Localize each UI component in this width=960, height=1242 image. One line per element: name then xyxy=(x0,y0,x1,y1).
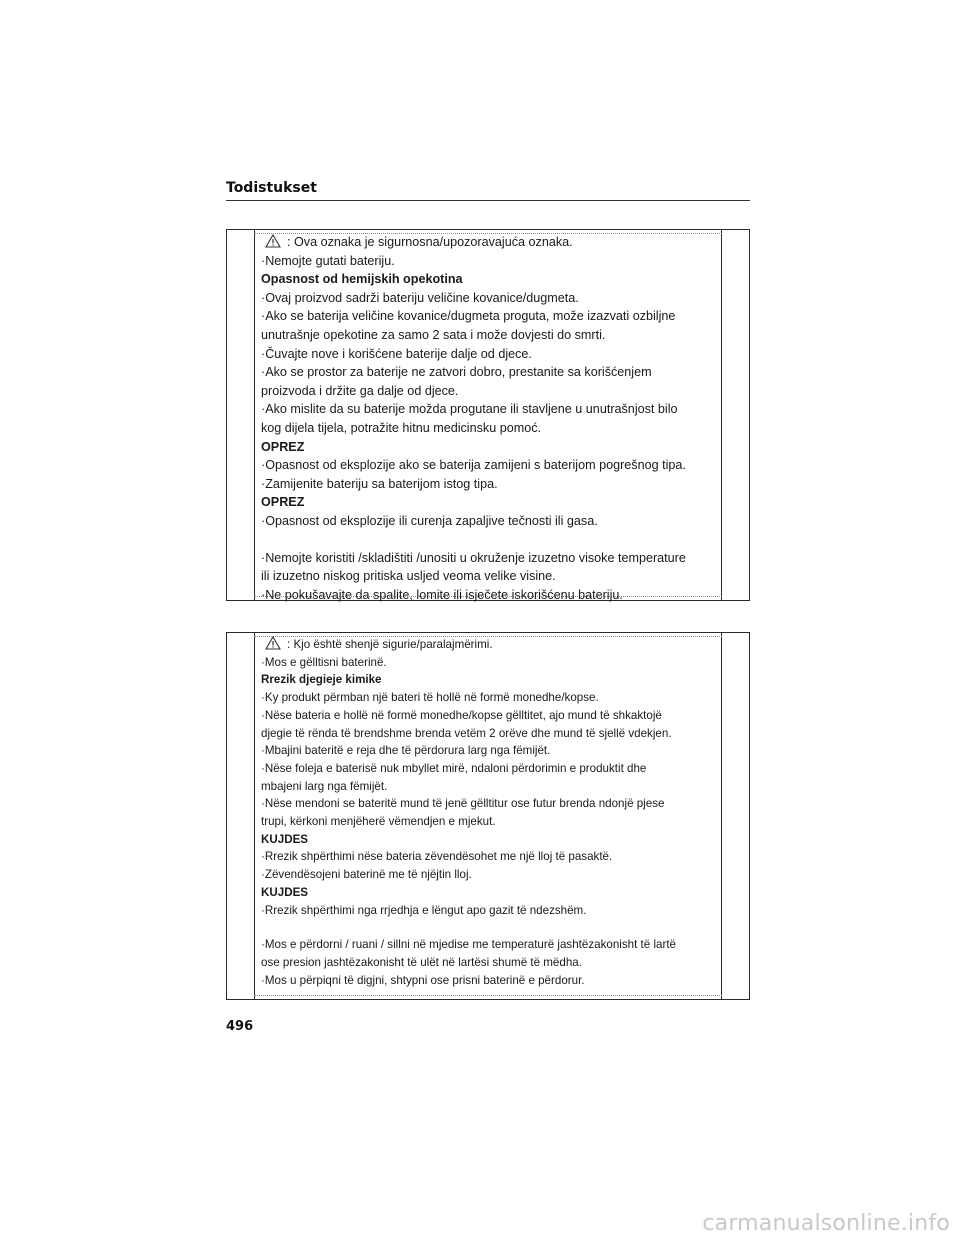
text-line: ·Ako se prostor za baterije ne zatvori dobro, prestanite sa korišćenjem xyxy=(261,365,652,380)
hazard-heading: Rrezik djegieje kimike xyxy=(261,673,382,687)
text-line: trupi, kërkoni menjëherë vëmendjen e mjekut. xyxy=(261,815,496,829)
text-line: ·Nemojte gutati bateriju. xyxy=(261,253,395,268)
text-line: ili izuzetno niskog pritiska usljed veoma velike visine. xyxy=(261,569,556,584)
box-right-border xyxy=(721,633,722,999)
text-line: ·Mos e gëlltisni baterinë. xyxy=(261,655,387,669)
caution-heading: OPREZ xyxy=(261,439,305,454)
warning-text-sq xyxy=(261,636,717,989)
caution-heading: OPREZ xyxy=(261,495,305,510)
text-line: ·Mos e përdorni / ruani / sillni në mjedise me temperaturë jashtëzakonisht të lartë xyxy=(261,938,676,952)
text-line: ·Ako se baterija veličine kovanice/dugmeta proguta, može izazvati ozbiljne xyxy=(261,309,676,324)
warning-heading-line xyxy=(261,233,717,252)
text-line: ·Mbajini bateritë e reja dhe të përdorura larg nga fëmijët. xyxy=(261,744,551,758)
text-line: mbajeni larg nga fëmijët. xyxy=(261,779,388,793)
battery-warning-box-sq xyxy=(226,632,750,1000)
text-line: unutrašnje opekotine za samo 2 sata i može dovjesti do smrti. xyxy=(261,327,606,342)
text-line: kog dijela tijela, potražite hitnu medicinsku pomoć. xyxy=(261,420,542,435)
text-line: ·Ky produkt përmban një bateri të hollë në formë monedhe/kopse. xyxy=(261,691,599,705)
page-number: 496 xyxy=(226,1019,254,1034)
warning-text-bs xyxy=(261,233,717,604)
box-left-border xyxy=(254,633,255,999)
text-line: ·Ne pokušavajte da spalite, lomite ili isječete iskorišćenu bateriju. xyxy=(261,587,623,602)
text-line: ·Ako mislite da su baterije možda progutane ili stavljene u unutrašnjost bilo xyxy=(261,402,678,417)
blank-line xyxy=(261,531,717,549)
warning-heading-text: : Ova oznaka je sigurnosna/upozoravajuća oznaka. xyxy=(287,235,573,249)
caution-heading: KUJDES xyxy=(261,832,309,846)
text-line: ·Rrezik shpërthimi nga rrjedhja e lëngut apo gazit të ndezshëm. xyxy=(261,903,587,917)
caution-heading: KUJDES xyxy=(261,885,309,899)
text-line: ·Opasnost od eksplozije ako se baterija zamijeni s baterijom pogrešnog tipa. xyxy=(261,458,686,473)
text-line: ·Zëvendësojeni baterinë me të njëjtin lloj. xyxy=(261,868,472,882)
text-line: proizvoda i držite ga dalje od djece. xyxy=(261,383,459,398)
hazard-heading: Opasnost od hemijskih opekotina xyxy=(261,272,463,287)
text-line: ·Nemojte koristiti /skladištiti /unositi u okruženje izuzetno visoke temperature xyxy=(261,550,686,565)
battery-warning-box-bs xyxy=(226,229,750,601)
warning-heading-text: : Kjo është shenjë sigurie/paralajmërimi. xyxy=(287,638,493,651)
warning-triangle-icon xyxy=(265,234,281,248)
text-line: ·Zamijenite bateriju sa baterijom istog tipa. xyxy=(261,476,498,491)
watermark: carmanualsonline.info xyxy=(702,1211,950,1236)
box-right-border xyxy=(721,230,722,600)
box-dotted-bottom xyxy=(254,995,722,996)
text-line: ·Nëse bateria e hollë në formë monedhe/kopse gëlltitet, ajo mund të shkaktojë xyxy=(261,708,662,722)
text-line: ·Čuvajte nove i korišćene baterije dalje od djece. xyxy=(261,346,532,361)
text-line: ·Nëse mendoni se bateritë mund të jenë gëlltitur ose futur brenda ndonjë pjese xyxy=(261,797,665,811)
warning-heading-line xyxy=(261,636,717,654)
section-title: Todistukset xyxy=(226,180,750,201)
text-line: ·Rrezik shpërthimi nëse bateria zëvendësohet me një lloj të pasaktë. xyxy=(261,850,613,864)
text-line: djegie të rënda të brendshme brenda vetëm 2 orëve dhe mund të sjellë vdekjen. xyxy=(261,726,672,740)
warning-triangle-icon xyxy=(265,636,281,650)
text-line: ose presion jashtëzakonisht të ulët në lartësi shumë të mëdha. xyxy=(261,955,582,969)
text-line: ·Nëse foleja e baterisë nuk mbyllet mirë, ndaloni përdorimin e produktit dhe xyxy=(261,761,647,775)
text-line: ·Ovaj proizvod sadrži bateriju veličine kovanice/dugmeta. xyxy=(261,290,579,305)
blank-line xyxy=(261,919,717,936)
text-line: ·Opasnost od eksplozije ili curenja zapaljive tečnosti ili gasa. xyxy=(261,513,598,528)
text-line: ·Mos u përpiqni të digjni, shtypni ose prisni baterinë e përdorur. xyxy=(261,973,585,987)
box-left-border xyxy=(254,230,255,600)
